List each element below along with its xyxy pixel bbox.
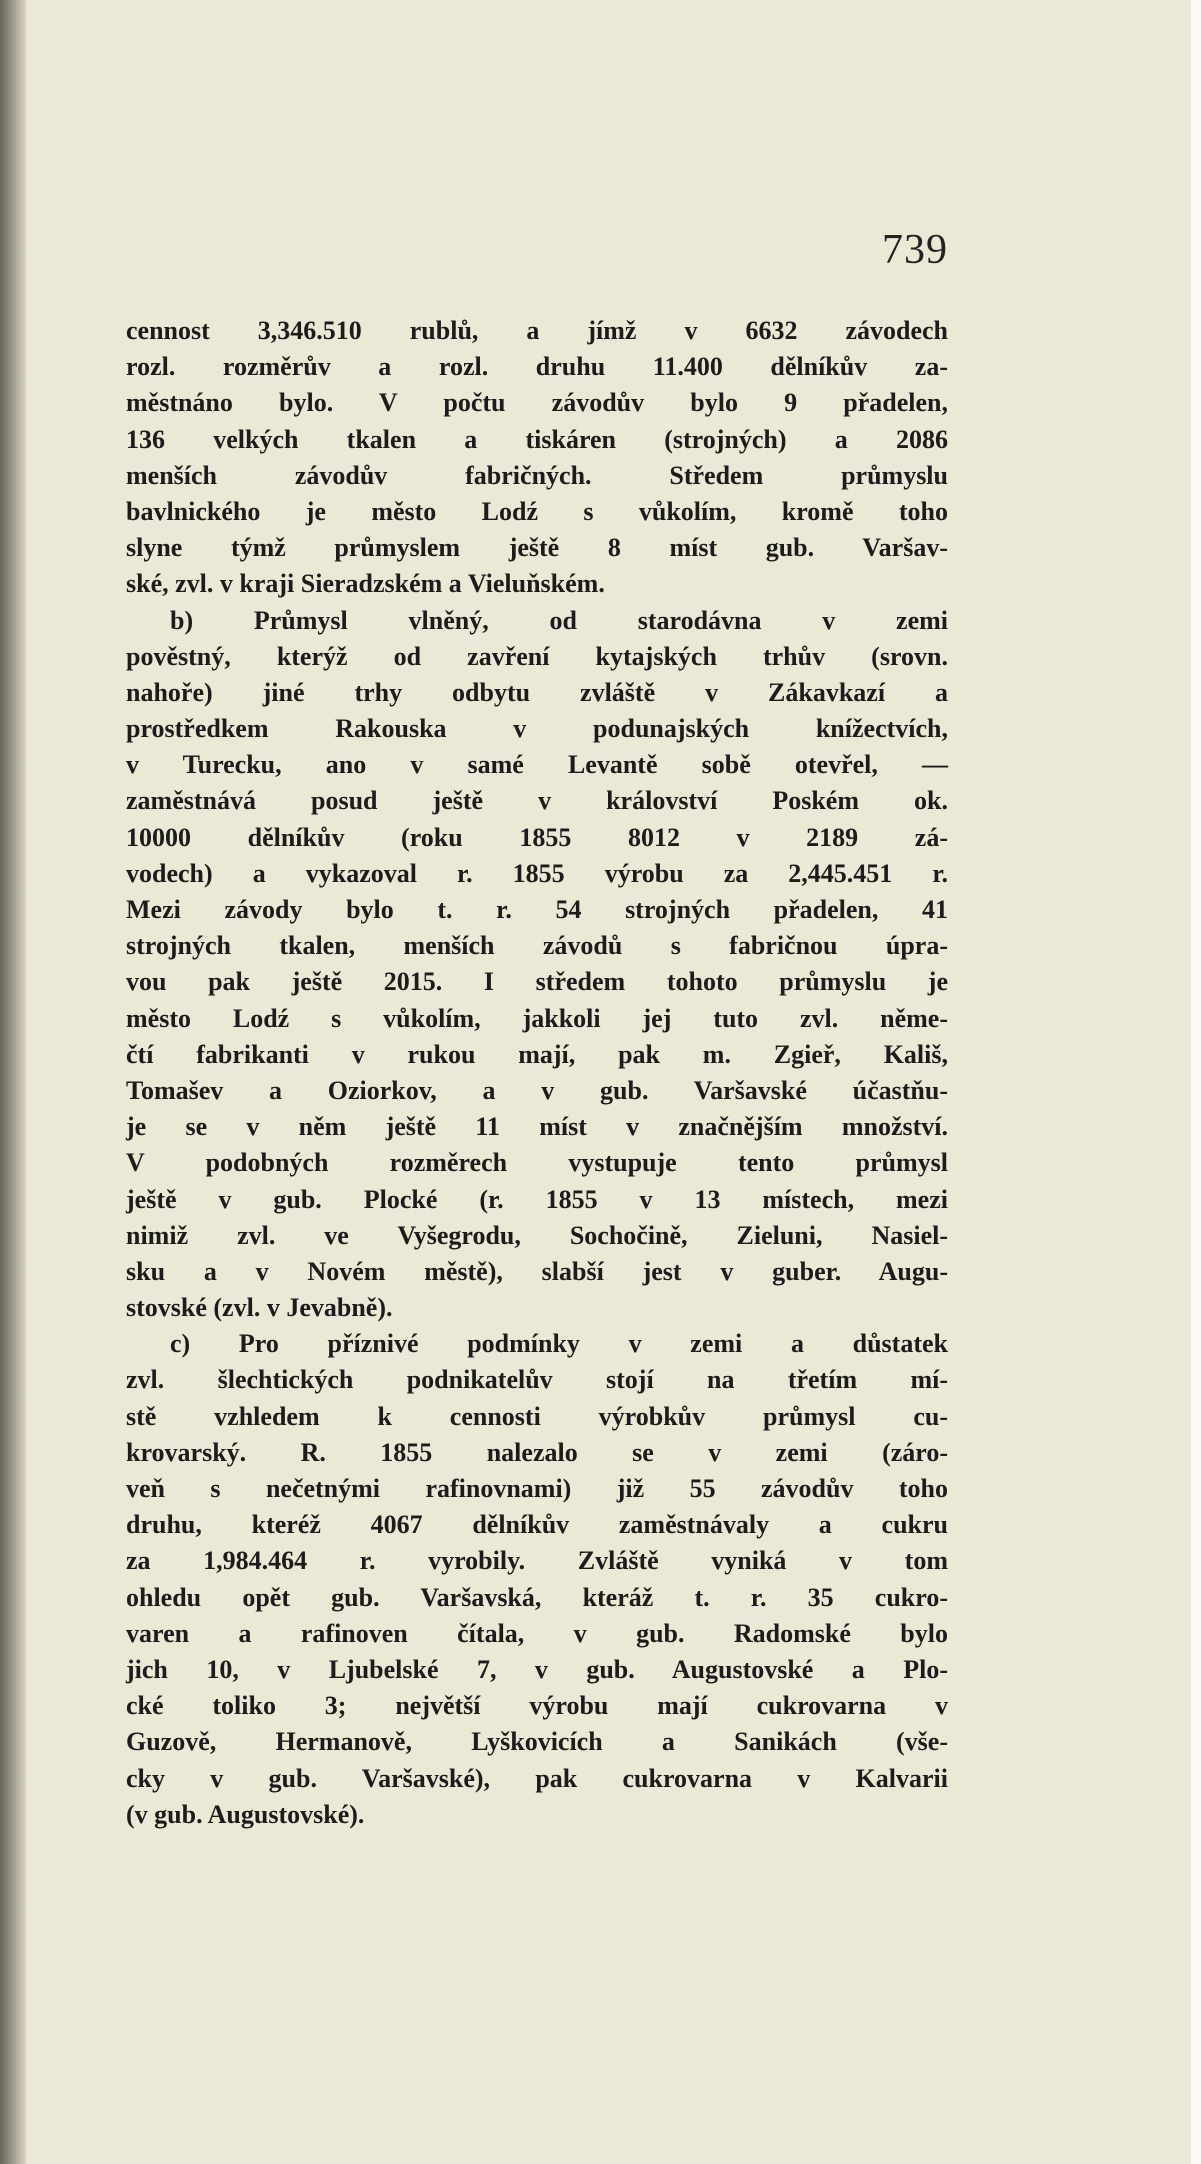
text-line: město Lodź s vůkolím, jakkoli jej tuto zvl. něme- (126, 1003, 948, 1033)
text-line: V podobných rozměrech vystupuje tento průmysl (126, 1148, 948, 1178)
text-line: menších závodův fabričných. Středem průmyslu (126, 460, 948, 490)
text-line: vou pak ještě 2015. I středem tohoto průmyslu je (126, 967, 948, 997)
text-line: zaměstnává posud ještě v království Poském ok. (126, 786, 948, 816)
text-line: rozl. rozměrův a rozl. druhu 11.400 dělníkův za- (126, 352, 948, 382)
text-line: městnáno bylo. V počtu závodův bylo 9 přadelen, (126, 388, 948, 418)
text-line: b) Průmysl vlněný, od starodávna v zemi (170, 605, 948, 635)
text-line: sku a v Novém městě), slabší jest v guber. Augu- (126, 1256, 948, 1286)
text-line: nahoře) jiné trhy odbytu zvláště v Zákavkazí a (126, 677, 948, 707)
text-line: Mezi závody bylo t. r. 54 strojných přadelen, 41 (126, 895, 948, 924)
page-spine-shadow (0, 0, 26, 2164)
text-line: ské, zvl. v kraji Sieradzském a Vieluňském. (126, 569, 605, 599)
text-line: v Turecku, ano v samé Levantě sobě otevřel, — (126, 750, 948, 780)
text-line: 10000 dělníkův (roku 1855 8012 v 2189 zá- (126, 822, 948, 852)
text-line: stě vzhledem k cennosti výrobkův průmysl cu- (126, 1401, 948, 1431)
text-line: cennost 3,346.510 rublů, a jímž v 6632 závodech (126, 316, 948, 345)
text-line: nimiž zvl. ve Vyšegrodu, Sochočině, Zieluni, Nasiel- (126, 1220, 948, 1250)
text-line: krovarský. R. 1855 nalezalo se v zemi (záro- (126, 1437, 948, 1467)
text-line: čtí fabrikanti v rukou mají, pak m. Zgieř, Kališ, (126, 1039, 948, 1069)
text-line: varen a rafinoven čítala, v gub. Radomské bylo (126, 1618, 948, 1648)
text-line: c) Pro příznivé podmínky v zemi a důstatek (170, 1329, 948, 1359)
text-line: bavlnického je město Lodź s vůkolím, kromě toho (126, 496, 948, 526)
text-line: prostředkem Rakouska v podunajských knížectvích, (126, 714, 948, 744)
text-line: strojných tkalen, menších závodů s fabričnou úpra- (126, 931, 948, 961)
text-line: Tomašev a Oziorkov, a v gub. Varšavské účastňu- (126, 1075, 948, 1105)
text-line: Guzově, Hermanově, Lyškovicích a Sanikách (vše- (126, 1727, 948, 1757)
text-line: pověstný, kterýž od zavření kytajských trhův (srovn. (126, 641, 948, 671)
page-right-edge (1191, 0, 1201, 2164)
body-text (126, 313, 948, 1833)
text-line: za 1,984.464 r. vyrobily. Zvláště vyniká v tom (126, 1546, 948, 1576)
text-line: ohledu opět gub. Varšavská, kteráž t. r. 35 cukro- (126, 1582, 948, 1612)
text-line: (v gub. Augustovské). (126, 1799, 365, 1829)
text-line: jich 10, v Ljubelské 7, v gub. Augustovské a Plo- (126, 1654, 948, 1684)
text-line: druhu, kteréž 4067 dělníkův zaměstnávaly a cukru (126, 1510, 948, 1540)
text-line: zvl. šlechtických podnikatelův stojí na třetím mí- (126, 1365, 948, 1395)
page-number: 739 (882, 227, 948, 273)
text-line: je se v něm ještě 11 míst v značnějším množství. (126, 1112, 948, 1142)
text-line: cké toliko 3; největší výrobu mají cukrovarna v (126, 1691, 948, 1721)
text-line: vodech) a vykazoval r. 1855 výrobu za 2,445.451 r. (126, 858, 948, 888)
text-line: cky v gub. Varšavské), pak cukrovarna v Kalvarii (126, 1763, 948, 1793)
text-line: veň s nečetnými rafinovnami) již 55 závodův toho (126, 1474, 948, 1503)
text-line: stovské (zvl. v Jevabně). (126, 1293, 393, 1323)
text-line: 136 velkých tkalen a tiskáren (strojných) a 2086 (126, 424, 948, 454)
text-line: slyne týmž průmyslem ještě 8 míst gub. Varšav- (126, 533, 948, 563)
text-line: ještě v gub. Plocké (r. 1855 v 13 místech, mezi (126, 1184, 948, 1214)
